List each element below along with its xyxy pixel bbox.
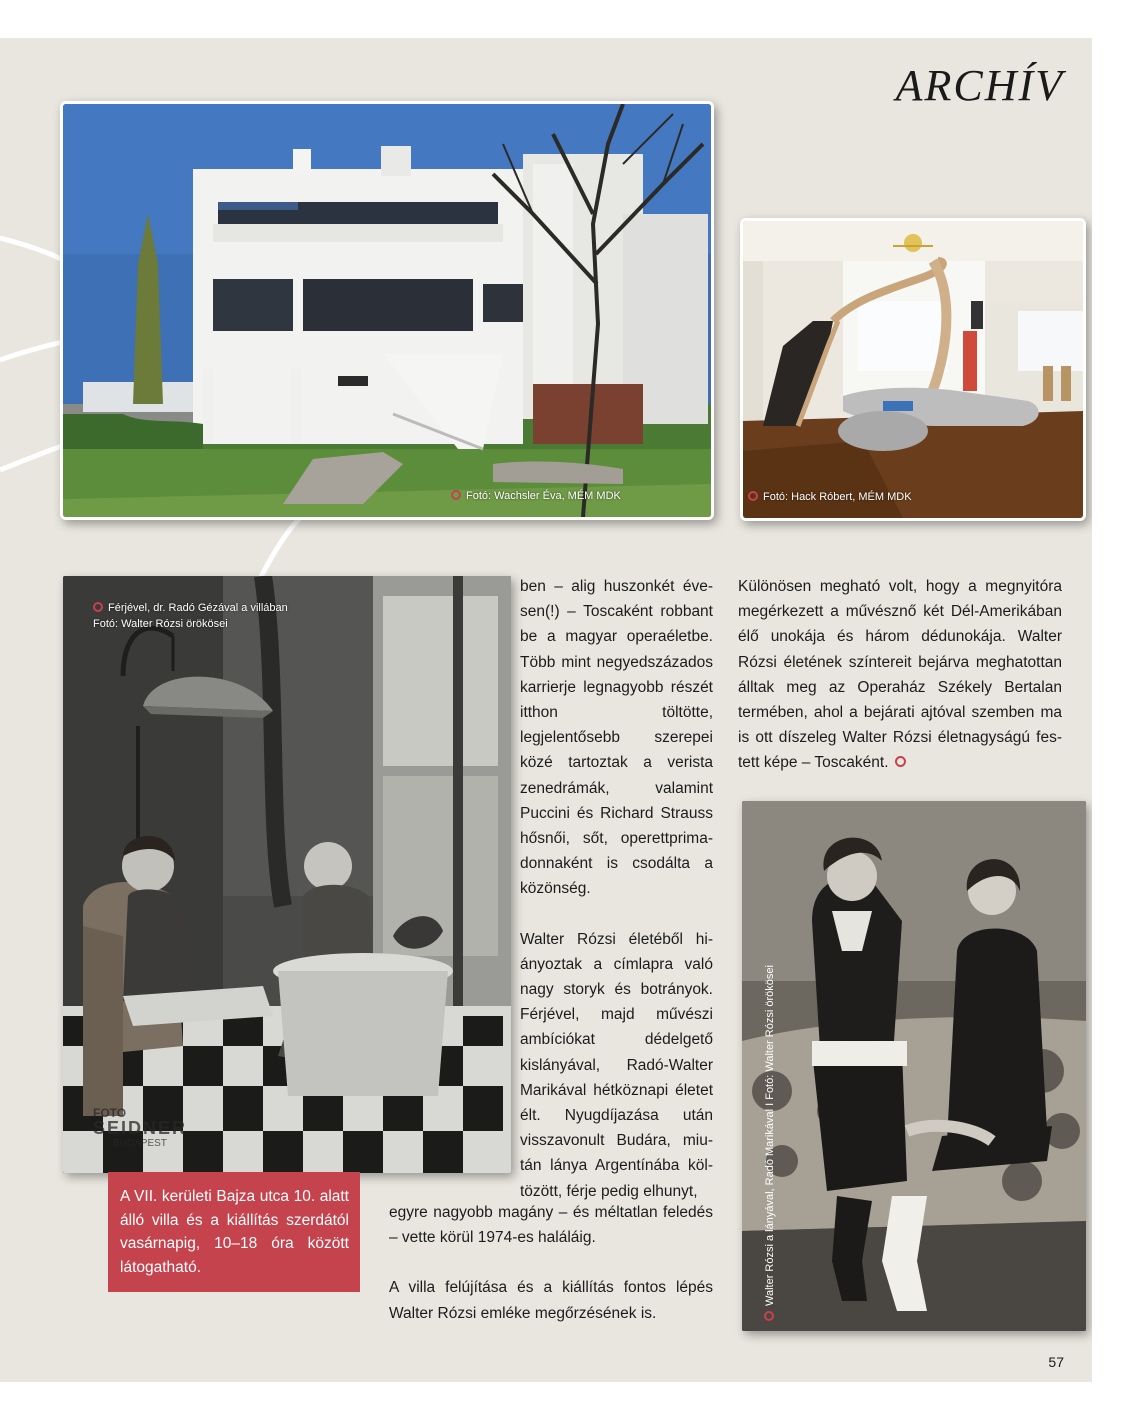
article-paragraph-2-continued: egyre nagyobb magány – és méltatlan feledés – vette körül 1974-es haláláig. xyxy=(389,1204,713,1247)
credit-marker-icon xyxy=(93,602,103,612)
studio-stamp-line2: SEIDNER xyxy=(93,1118,188,1138)
credit-marker-icon xyxy=(451,490,461,500)
couple-photo-caption: Férjével, dr. Radó Gézával a villában Fotó: Walter Rózsi örökösei xyxy=(93,602,288,630)
magazine-page xyxy=(0,38,1092,1382)
page-number: 57 xyxy=(1048,1354,1064,1370)
mother-daughter-caption: Walter Rózsi a lányával, Radó Marikával I Fotó: Walter Rózsi örökösei xyxy=(764,965,776,1321)
studio-stamp xyxy=(93,1106,187,1151)
credit-marker-icon xyxy=(748,491,758,501)
couple-photo xyxy=(63,576,511,1173)
villa-exterior-photo xyxy=(60,101,714,520)
article-column-right xyxy=(738,574,1062,776)
visitor-info-box xyxy=(108,1172,360,1292)
article-column-middle xyxy=(520,574,713,1204)
article-paragraph-1: ben – alig huszonkét évesen(!) – Toscaként robbant be a magyar operaéletbe. Több mint negyedszázados karrierje legnagyobb részét itthon töltötte, legjelentősebb szerepei közé tartoztak a verista zenedrámák, valamint Puccini és Richard Strauss hősnői, sőt, operettprimadonnaként is csodálta a közönség. xyxy=(520,578,713,898)
article-paragraph-2: Walter Rózsi életéből hiányoztak a címlapra való nagy storyk és botrányok. Férjével, majd művészi ambíciókat dédelgető kislányával, Radó-Walter Marikával hétköznapi életet élt. Nyugdíjazása után visszavonult Budára, miután lánya Argentínába költözött, férje pedig elhunyt, xyxy=(520,930,713,1200)
studio-stamp-line3: BUDAPEST xyxy=(113,1138,167,1149)
staircase-photo-credit: Fotó: Hack Róbert, MÉM MDK xyxy=(748,491,912,503)
villa-photo-credit: Fotó: Wachsler Éva, MÉM MDK xyxy=(451,490,621,502)
credit-marker-icon xyxy=(764,1311,774,1321)
studio-stamp-line1: FOTO xyxy=(93,1106,127,1120)
end-of-article-icon xyxy=(895,756,906,767)
article-column-middle-continued xyxy=(389,1200,713,1326)
mother-daughter-photo xyxy=(742,801,1086,1331)
article-paragraph-4: Különösen megható volt, hogy a megnyitóra megérkezett a művésznő két Dél-Amerikában élő unokája és három dédunokája. Walter Rózsi életének színtereit bejárva meghatottan álltak meg az Operaház Székely Bertalan termében, ahol a bejárati ajtóval szemben ma is ott díszeleg Walter Rózsi életnagyságú festett képe – Toscaként. xyxy=(738,578,1062,772)
section-title: ARCHÍV xyxy=(895,61,1064,110)
article-paragraph-3: A villa felújítása és a kiállítás fontos lépés Walter Rózsi emléke megőrzésének is. xyxy=(389,1279,713,1322)
visitor-info-text: A VII. kerületi Bajza utca 10. alatt álló villa és a kiállítás szerdától vasárnapig, 10–18 óra között látogatható. xyxy=(120,1188,349,1276)
staircase-interior-photo xyxy=(740,218,1086,521)
